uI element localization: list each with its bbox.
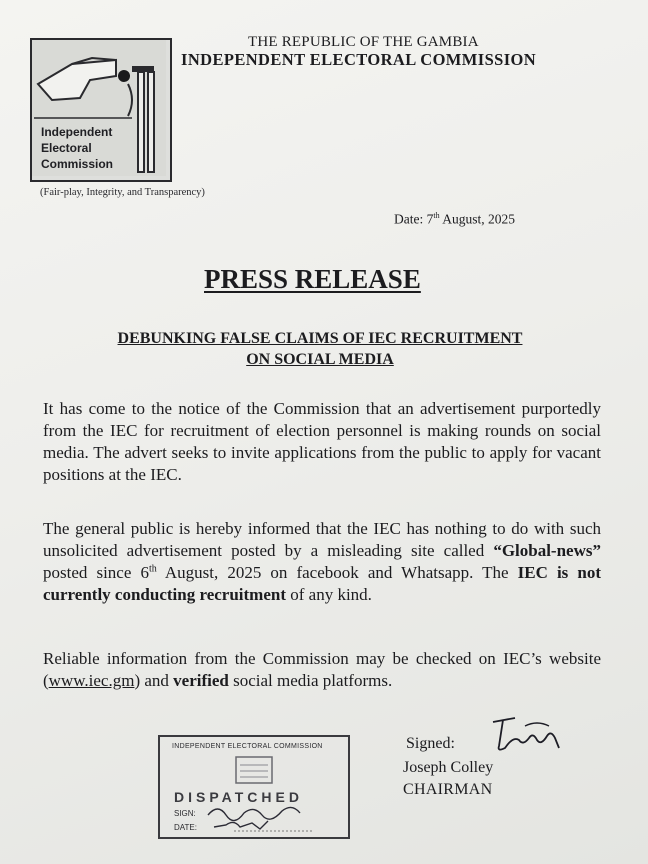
motto: (Fair-play, Integrity, and Transparency) xyxy=(40,187,205,198)
signed-label: Signed: xyxy=(406,735,455,752)
signatory-name: Joseph Colley xyxy=(403,759,494,776)
signatory-role: CHAIRMAN xyxy=(403,781,493,798)
paragraph-2: The general public is hereby informed that the IEC has nothing to do with such unsolicited advertisement posted by a misleading site called “Global-news” posted since 6th August, 2025 on facebook and Whatsapp. The IEC is not currently conducting recruitment of any kind. xyxy=(43,519,601,604)
stamp-sign-label: SIGN: xyxy=(174,809,196,818)
paragraph-3: Reliable information from the Commission may be checked on IEC’s website (www.iec.gm) and verified social media platforms. xyxy=(43,649,601,690)
subtitle xyxy=(60,328,580,370)
logo-text xyxy=(41,124,131,172)
logo-line-3: Commission xyxy=(41,157,114,171)
paragraph-1: It has come to the notice of the Commission that an advertisement purportedly from the IEC for recruitment of election personnel is making rounds on social media. The advert seeks to invite applications from the public to apply for vacant positions at the IEC. xyxy=(43,399,601,484)
release-date: Date: 7th August, 2025 xyxy=(394,211,515,227)
stamp-title: INDEPENDENT ELECTORAL COMMISSION xyxy=(172,743,323,750)
republic-heading: THE REPUBLIC OF THE GAMBIA xyxy=(248,34,479,50)
signature-scribble-icon xyxy=(485,712,565,756)
stamp-word: DISPATCHED xyxy=(174,789,303,805)
commission-heading: INDEPENDENT ELECTORAL COMMISSION xyxy=(181,50,537,69)
stamp-date-label: DATE: xyxy=(174,823,197,832)
iec-logo xyxy=(30,38,172,182)
subtitle-line-1: DEBUNKING FALSE CLAIMS OF IEC RECRUITMENT xyxy=(117,330,523,347)
stamp-handwriting-icon xyxy=(204,799,314,833)
logo-line-2: Electoral xyxy=(41,141,92,155)
page-title: PRESS RELEASE xyxy=(204,264,421,294)
website-link[interactable]: www.iec.gm xyxy=(48,671,135,690)
subtitle-line-2: ON SOCIAL MEDIA xyxy=(246,351,394,368)
stamp-seal-icon xyxy=(234,755,274,785)
logo-line-1: Independent xyxy=(41,125,113,139)
dispatch-stamp xyxy=(158,735,350,839)
